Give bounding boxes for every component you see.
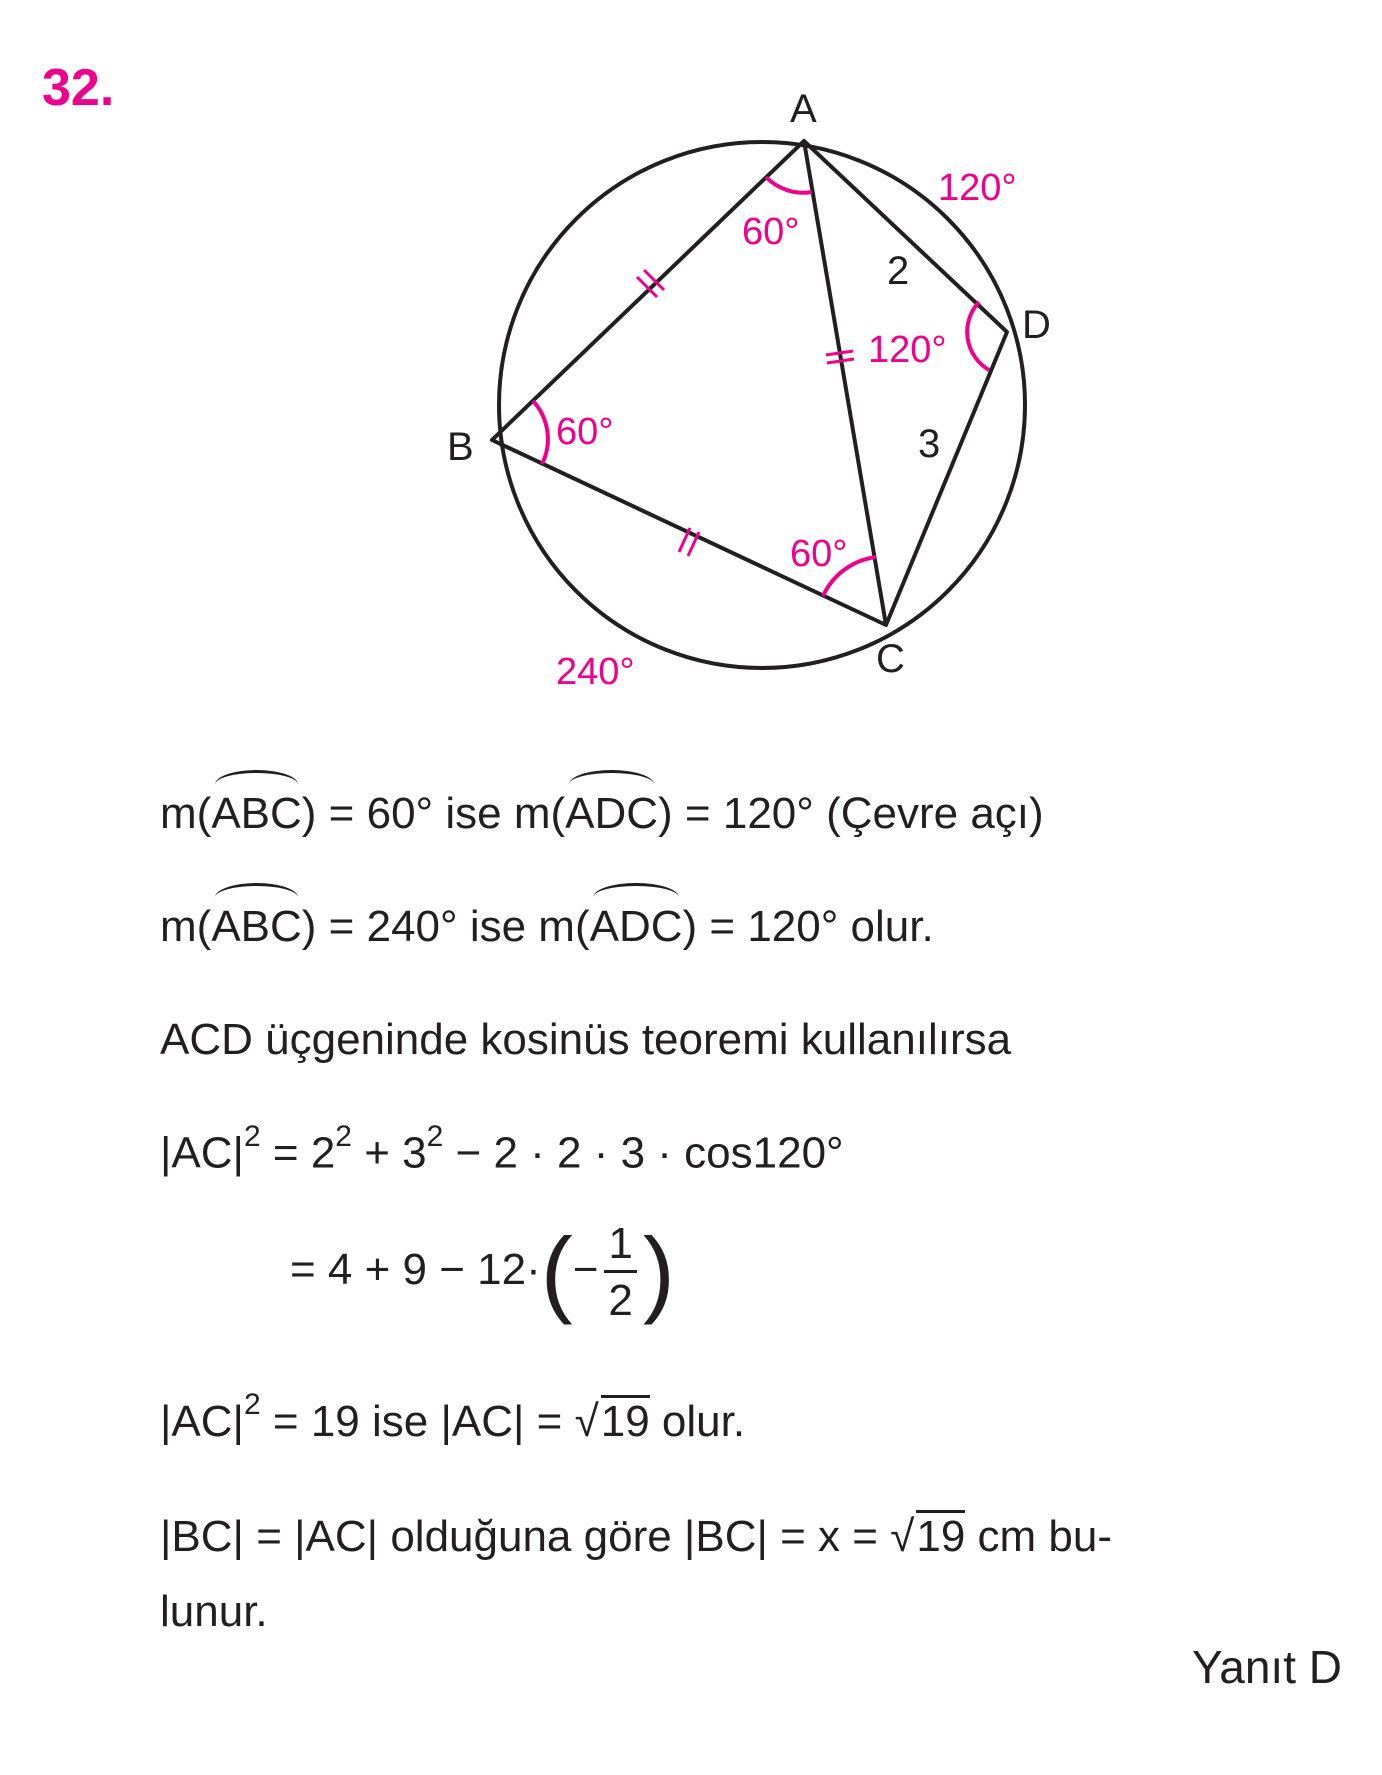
arc-notation: ADC <box>565 789 659 838</box>
angle-label-a: 60° <box>742 211 800 253</box>
side-label-ad: 2 <box>887 249 910 293</box>
angle-label-d: 120° <box>868 329 947 371</box>
vertex-label-a: A <box>790 87 817 131</box>
vertex-label-c: C <box>876 637 905 681</box>
solution-line-5: = 4 + 9 − 12·(− $\frac{1}{2}$ ) <box>290 1218 675 1326</box>
angle-arc-b <box>533 401 548 464</box>
question-number: 32. <box>42 59 115 117</box>
arc-label-ad: 120° <box>938 167 1017 209</box>
arc-label-bc: 240° <box>556 651 635 693</box>
solution-line-8: lunur. <box>160 1587 268 1636</box>
equal-tick-ab <box>637 270 664 297</box>
solution-line-2: m(ABC) = 240° ise m(ADC) = 120° olur. <box>160 902 934 951</box>
solution-line-6: $|AC|^2 = 19$ ise |AC| = √19 olur. <box>160 1388 746 1446</box>
side-label-dc: 3 <box>918 422 941 466</box>
circle-quadrilateral-figure <box>0 0 1382 720</box>
vertex-label-b: B <box>447 425 474 469</box>
equal-tick-bc <box>679 528 699 556</box>
angle-label-c: 60° <box>790 533 848 575</box>
solution-line-3: ACD üçgeninde kosinüs teoremi kullanılırsa <box>160 1015 1012 1064</box>
arc-notation: ABC <box>211 789 302 838</box>
angle-label-b: 60° <box>556 411 614 453</box>
arc-notation: ADC <box>589 902 683 951</box>
arc-notation: ABC <box>211 902 302 951</box>
fraction: $\frac{1}{2}$ <box>604 1222 636 1323</box>
answer-label: Yanıt D <box>1192 1641 1342 1693</box>
vertex-label-d: D <box>1022 303 1051 347</box>
angle-arc-a <box>766 177 812 193</box>
solution-line-4: $|AC|^2 = 2^2 + 3^2 - 2 \cdot 2 \cdot 3 \cdot \cos 120^\circ$ <box>160 1120 844 1178</box>
solution-line-7: |BC| = |AC| olduğuna göre |BC| = x = √19 cm bu- <box>160 1512 1113 1561</box>
solution-line-1: m(ABC) = 60° ise m(ADC) = 120° (Çevre açı) <box>160 789 1044 838</box>
